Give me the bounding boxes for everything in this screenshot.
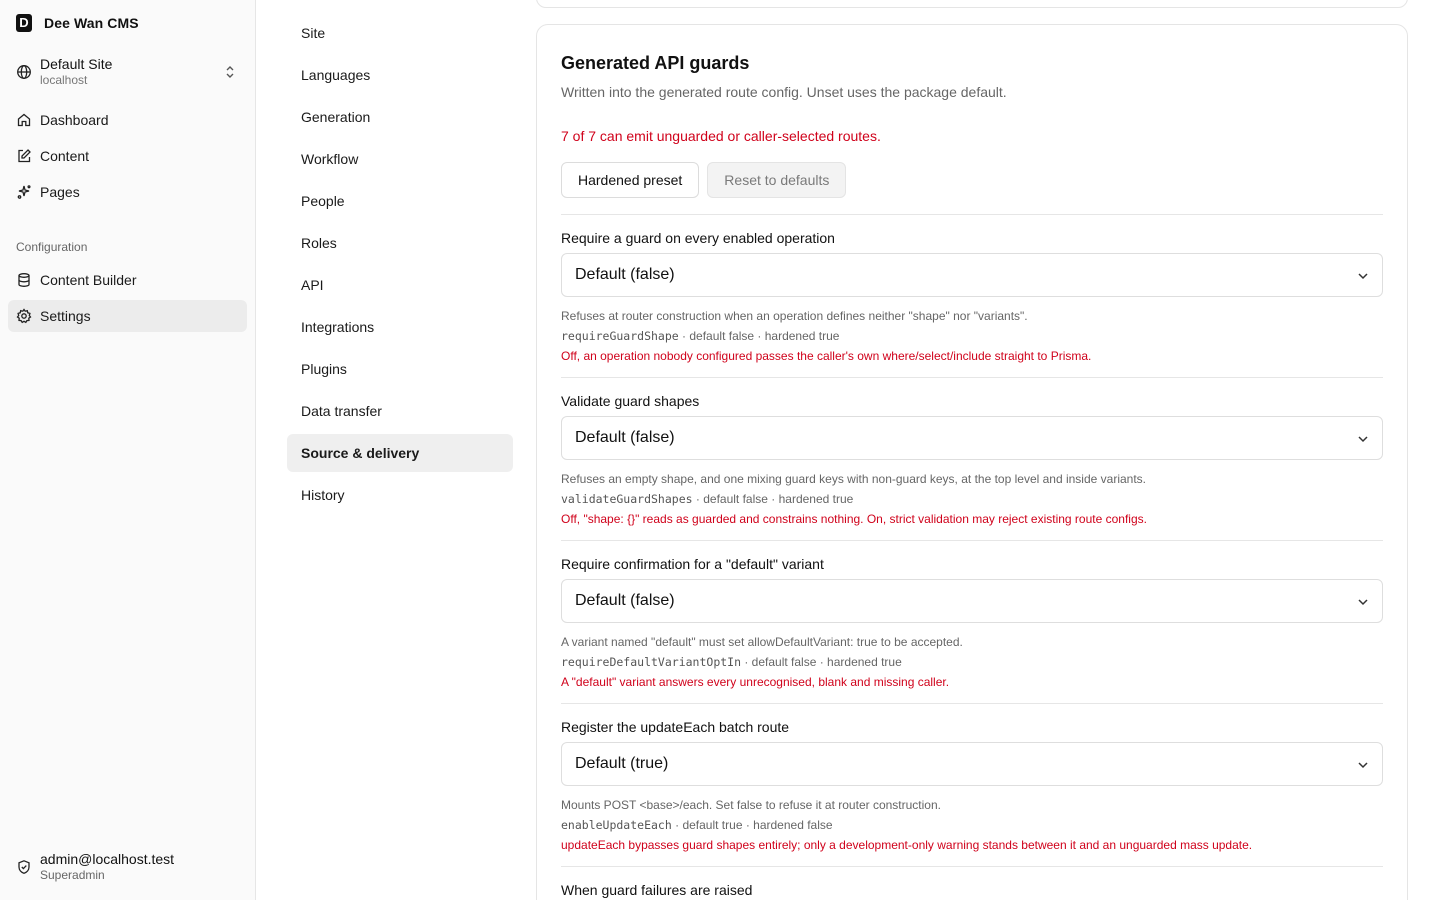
help-meta <box>561 652 963 672</box>
settings-link-plugins[interactable]: Plugins <box>301 361 347 377</box>
default-meta: · default false · hardened true <box>692 492 854 506</box>
settings-link-site[interactable]: Site <box>301 25 326 41</box>
risk-text: Off, "shape: {}" reads as guarded and constrains nothing. On, strict validation may reject existing route configs. <box>561 512 1147 526</box>
sidebar-item-label: Dashboard <box>40 112 109 128</box>
help-meta <box>561 815 1252 835</box>
default-meta: · default false · hardened true <box>741 655 902 669</box>
require-guard-shape-select[interactable] <box>561 253 1383 297</box>
select-value: Default (false) <box>575 266 675 283</box>
user-email: admin@localhost.test <box>40 851 175 867</box>
risk-text: Off, an operation nobody configured passes the caller's own where/select/include straight to Prisma. <box>561 349 1092 363</box>
settings-link-integrations[interactable]: Integrations <box>301 319 375 335</box>
sidebar-item-content-builder[interactable] <box>8 264 247 296</box>
setting-label: Validate guard shapes <box>561 393 700 409</box>
guard-warning: 7 of 7 can emit unguarded or caller-selected routes. <box>561 128 881 144</box>
chevron-down-icon <box>1356 595 1370 609</box>
setting-label: When guard failures are raised <box>561 882 753 898</box>
settings-link-workflow[interactable]: Workflow <box>301 151 359 167</box>
brand[interactable] <box>16 14 139 32</box>
hardened-preset-button[interactable]: Hardened preset <box>561 162 699 198</box>
shield-check-icon <box>16 859 32 875</box>
setting-label: Register the updateEach batch route <box>561 719 790 735</box>
card-title: Generated API guards <box>561 53 750 73</box>
sidebar-item-label: Pages <box>40 184 80 200</box>
setting-help <box>561 632 963 692</box>
sidebar-item-content[interactable] <box>8 140 247 172</box>
main-nav <box>8 104 247 212</box>
pages-icon <box>16 184 32 200</box>
settings-link-data-transfer[interactable]: Data transfer <box>301 403 382 419</box>
help-text: Mounts POST <base>/each. Set false to refuse it at router construction. <box>561 798 941 812</box>
config-nav <box>8 264 247 336</box>
sidebar-item-label: Content Builder <box>40 272 137 288</box>
enable-update-each-select[interactable] <box>561 742 1383 786</box>
chevron-down-icon <box>1356 758 1370 772</box>
setting-label: Require a guard on every enabled operation <box>561 230 835 246</box>
help-text: Refuses at router construction when an operation defines neither "shape" nor "variants". <box>561 309 1028 323</box>
previous-card <box>536 0 1408 8</box>
setting-guard-failures <box>561 866 1383 900</box>
config-key: requireGuardShape <box>561 329 679 343</box>
setting-help <box>561 795 1252 855</box>
chevron-down-icon <box>1356 269 1370 283</box>
card-description: Written into the generated route config. Unset uses the package default. <box>561 84 1007 100</box>
chevron-down-icon <box>1356 432 1370 446</box>
brand-logo: D <box>16 14 32 32</box>
setting-validate-guard-shapes <box>561 377 1383 540</box>
sidebar-item-settings[interactable] <box>8 300 247 332</box>
config-key: requireDefaultVariantOptIn <box>561 655 742 669</box>
setting-require-guard-shape <box>561 214 1383 377</box>
risk-text: A "default" variant answers every unrecognised, blank and missing caller. <box>561 675 950 689</box>
help-text: Refuses an empty shape, and one mixing guard keys with non-guard keys, at the top level and inside variants. <box>561 472 1147 486</box>
sidebar-item-pages[interactable] <box>8 176 247 208</box>
default-meta: · default false · hardened true <box>678 329 840 343</box>
require-default-variant-select[interactable] <box>561 579 1383 623</box>
select-value: Default (false) <box>575 592 675 609</box>
site-switcher[interactable] <box>16 55 240 89</box>
sidebar-item-label: Settings <box>40 308 91 324</box>
select-value: Default (true) <box>575 755 669 772</box>
app-sidebar <box>0 0 256 900</box>
settings-link-source-delivery[interactable]: Source & delivery <box>287 434 513 472</box>
settings-link-api[interactable]: API <box>301 277 324 293</box>
database-icon <box>16 272 32 288</box>
settings-link-roles[interactable]: Roles <box>301 235 337 251</box>
globe-icon <box>16 64 32 80</box>
preset-buttons <box>561 162 846 198</box>
setting-help <box>561 306 1091 366</box>
settings-nav <box>287 14 513 518</box>
help-meta <box>561 326 1091 346</box>
api-guards-card <box>536 24 1408 900</box>
risk-text: updateEach bypasses guard shapes entirely; only a development-only warning stands between it and an unguarded mass update. <box>561 838 1253 852</box>
setting-help <box>561 469 1147 529</box>
user-menu[interactable] <box>16 851 240 883</box>
sidebar-item-label: Content <box>40 148 90 164</box>
chevron-up-down-icon <box>224 64 236 80</box>
select-value: Default (false) <box>575 429 675 446</box>
setting-label: Require confirmation for a "default" variant <box>561 556 824 572</box>
site-host: localhost <box>40 73 88 87</box>
config-key: enableUpdateEach <box>561 818 672 832</box>
reset-defaults-button[interactable]: Reset to defaults <box>707 162 846 198</box>
setting-require-default-variant-opt-in <box>561 540 1383 703</box>
site-name: Default Site <box>40 56 113 72</box>
help-text: A variant named "default" must set allowDefaultVariant: true to be accepted. <box>561 635 963 649</box>
gear-icon <box>16 308 32 324</box>
validate-guard-shapes-select[interactable] <box>561 416 1383 460</box>
settings-link-history[interactable]: History <box>301 487 345 503</box>
home-icon <box>16 112 32 128</box>
settings-link-people[interactable]: People <box>301 193 345 209</box>
brand-name: Dee Wan CMS <box>44 15 139 31</box>
edit-icon <box>16 148 32 164</box>
nav-section-configuration: Configuration <box>16 240 88 254</box>
help-meta <box>561 489 1147 509</box>
setting-enable-update-each <box>561 703 1383 866</box>
user-role: Superadmin <box>40 868 105 882</box>
config-key: validateGuardShapes <box>561 492 693 506</box>
settings-link-languages[interactable]: Languages <box>301 67 371 83</box>
default-meta: · default true · hardened false <box>671 818 833 832</box>
settings-link-generation[interactable]: Generation <box>301 109 371 125</box>
sidebar-item-dashboard[interactable] <box>8 104 247 136</box>
